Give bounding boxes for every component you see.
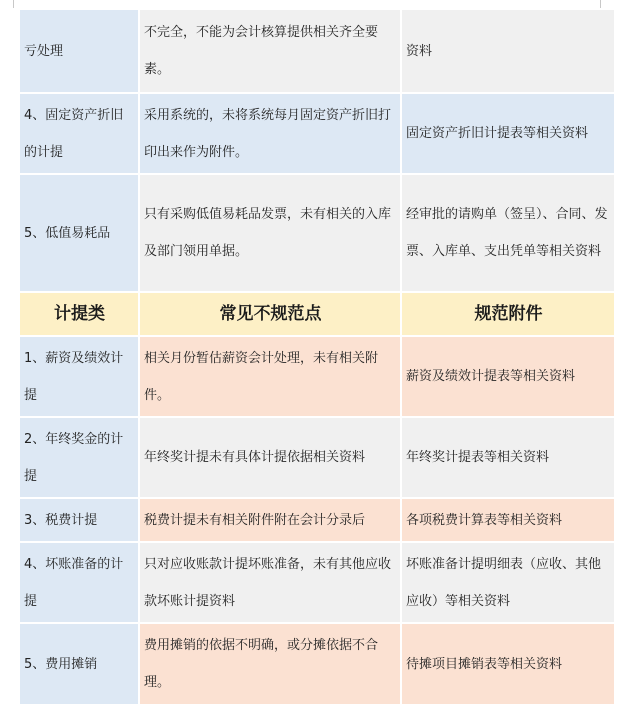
table-row [20,94,614,175]
row-issue: 费用摊销的依据不明确，或分摊依据不合理。 [140,624,402,704]
table-row [20,418,614,499]
table-header-row [20,293,614,337]
row-category: 4、固定资产折旧的计提 [20,94,140,173]
table-row [20,10,614,94]
table-row [20,543,614,624]
row-attachment: 年终奖计提表等相关资料 [402,418,614,497]
row-issue: 相关月份暂估薪资会计处理，未有相关附件。 [140,337,402,416]
row-category: 5、低值易耗品 [20,175,140,291]
row-attachment: 待摊项目摊销表等相关资料 [402,624,614,704]
row-attachment: 经审批的请购单（签呈）、合同、发票、入库单、支出凭单等相关资料 [402,175,614,291]
row-category: 2、年终奖金的计提 [20,418,140,497]
row-issue: 年终奖计提未有具体计提依据相关资料 [140,418,402,497]
row-issue: 采用系统的，未将系统每月固定资产折旧打印出来作为附件。 [140,94,402,173]
row-attachment: 薪资及绩效计提表等相关资料 [402,337,614,416]
row-category: 5、费用摊销 [20,624,140,704]
header-category: 计提类 [20,293,140,335]
row-category: 亏处理 [20,10,140,92]
row-category: 4、坏账准备的计提 [20,543,140,622]
accounting-attachment-table [20,10,614,706]
row-attachment: 资料 [402,10,614,92]
row-issue: 只有采购低值易耗品发票，未有相关的入库及部门领用单据。 [140,175,402,291]
table-row [20,499,614,543]
table-row [20,624,614,706]
row-issue: 税费计提未有相关附件附在会计分录后 [140,499,402,541]
table-row [20,337,614,418]
row-attachment: 各项税费计算表等相关资料 [402,499,614,541]
page-corner-mark-left [13,0,14,8]
row-attachment: 固定资产折旧计提表等相关资料 [402,94,614,173]
header-issue: 常见不规范点 [140,293,402,335]
row-issue: 只对应收账款计提坏账准备，未有其他应收款坏账计提资料 [140,543,402,622]
page-corner-mark-right [600,0,601,8]
row-attachment: 坏账准备计提明细表（应收、其他应收）等相关资料 [402,543,614,622]
table-row [20,175,614,293]
row-issue: 不完全，不能为会计核算提供相关齐全要素。 [140,10,402,92]
row-category: 1、薪资及绩效计提 [20,337,140,416]
header-attachment: 规范附件 [402,293,614,335]
row-category: 3、税费计提 [20,499,140,541]
